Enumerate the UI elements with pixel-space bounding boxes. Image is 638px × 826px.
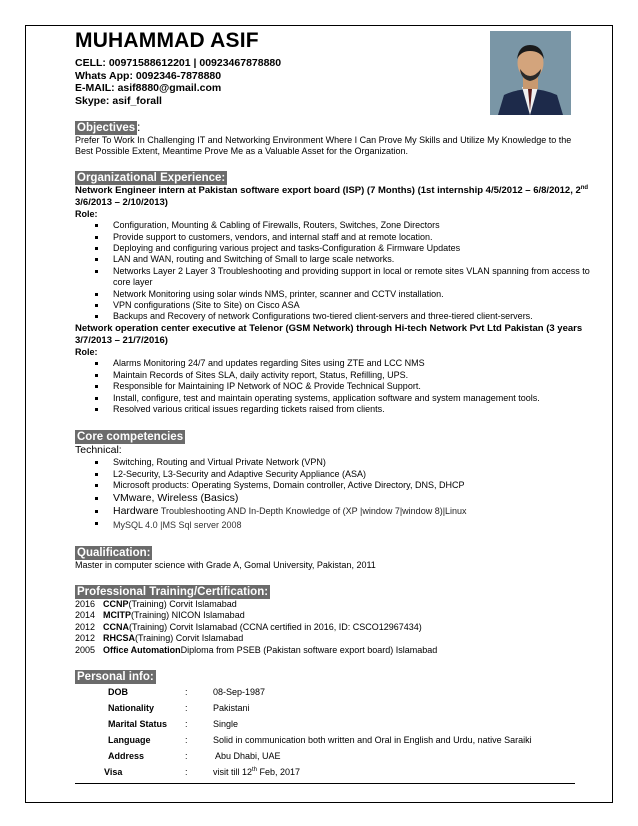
list-item: VMware, Wireless (Basics) [95,492,590,505]
list-item: Deploying and configuring various project and tasks-Configuration & Firmware Updates [95,243,590,254]
training-name: MCITP [103,610,131,621]
pi-value: Single [213,718,239,729]
list-item [75,610,590,621]
competencies-section [75,430,590,444]
visa-value-b: Feb, 2017 [257,766,301,777]
list-item: Maintain Records of Sites SLA, daily activity report, Status, Refilling, UPS. [95,370,590,381]
hardware-label: Hardware [113,504,159,517]
pi-value [213,767,590,777]
job-title-1-a: Network Engineer intern at Pakistan software export board (ISP) (7 Months) (1st internship 4/5/2012 – 6/8/2012, 2 [75,184,581,196]
candidate-name: MUHAMMAD ASIF [75,29,259,52]
pi-label: Language [108,734,151,745]
training-detail: (Training) Corvit Islamabad [128,598,237,609]
experience-heading: Organizational Experience: [77,171,226,184]
list-item: Configuration, Mounting & Cabling of Firewalls, Routers, Switches, Zone Directors [95,220,590,231]
list-item: LAN and WAN, routing and Switching of Small to large scale networks. [95,254,590,265]
resume-content [75,28,590,784]
qualification-heading: Qualification: [77,546,151,559]
personal-heading: Personal info: [77,670,154,683]
list-item [75,599,590,610]
list-item: Responsible for Maintaining IP Network of NOC & Provide Technical Support. [95,381,590,392]
training-detail: Diploma from PSEB (Pakistan software export board) Islamabad [180,644,438,655]
job-1-role-label: Role: [75,208,98,219]
job-2-duties [95,358,590,415]
list-item [75,645,590,656]
table-row [75,764,590,780]
visa-value-sup: th [252,766,258,773]
job-1-duties [95,220,590,323]
list-item: Network Monitoring using solar winds NMS, printer, scanner and CCTV installation. [95,289,590,300]
experience-section [75,171,590,185]
training-name: CCNP [103,598,129,609]
pi-colon: : [185,718,188,729]
training-year: 2005 [75,644,96,655]
list-item: Backups and Recovery of network Configurations two-tiered client-servers and three-tiered client-servers. [95,311,590,322]
cell-phone: CELL: 00971588612201 | 00923467878880 [75,57,282,69]
training-section [75,585,590,599]
list-item: Microsoft products: Operating Systems, Domain controller, Active Directory, DNS, DHCP [95,480,590,491]
list-item: Networks Layer 2 Layer 3 Troubleshooting and providing support in local or remote sites VLAN spanning from access to core layer [95,266,590,289]
objectives-colon: : [137,122,141,134]
personal-info-table [75,684,590,784]
list-item: Install, configure, test and maintain operating systems, application software and system management tools. [95,393,590,404]
list-item: Provide support to customers, vendors, and internal staff and at remote location. [95,232,590,243]
skype: Skype: asif_forall [75,94,162,107]
objectives-heading: Objectives [77,122,136,134]
pi-colon: : [185,766,188,777]
table-row [75,684,590,700]
pi-colon: : [185,686,188,697]
visa-value-a: visit till 12 [213,766,253,777]
training-heading: Professional Training/Certification: [77,585,269,598]
list-item: Alarms Monitoring 24/7 and updates regarding Sites using ZTE and LCC NMS [95,358,590,369]
training-list [75,599,590,656]
objectives-section [75,121,590,135]
training-year: 2012 [75,621,96,632]
competencies-sub: Technical: [75,444,122,457]
job-2-role-label: Role: [75,346,98,357]
list-item: Resolved various critical issues regarding tickets raised from clients. [95,404,590,415]
pi-value: Abu Dhabi, UAE [215,750,281,761]
pi-label: DOB [108,686,128,697]
list-item: MySQL 4.0 |MS Sql server 2008 [95,518,590,532]
pi-value: 08-Sep-1987 [213,686,266,697]
list-item: L2-Security, L3-Security and Adaptive Security Appliance (ASA) [95,469,590,480]
job-title-1 [75,185,590,209]
pi-value: Pakistani [213,702,250,713]
qualification-text: Master in computer science with Grade A, Gomal University, Pakistan, 2011 [75,559,376,570]
pi-label: Visa [104,766,123,777]
email: E-MAIL: asif8880@gmail.com [75,82,222,94]
competencies-heading: Core competencies [77,431,184,444]
list-item [75,622,590,633]
pi-label: Marital Status [108,718,168,729]
pi-colon: : [185,750,188,761]
list-item: Switching, Routing and Virtual Private Network (VPN) [95,457,590,468]
qualification-section [75,546,590,560]
table-row [75,748,590,764]
list-item [75,633,590,644]
training-detail: (Training) Corvit Islamabad (CCNA certified in 2016, ID: CSCO12967434) [129,621,422,632]
whatsapp: Whats App: 0092346-7878880 [75,69,222,82]
pi-colon: : [185,734,188,745]
pi-label: Nationality [108,702,155,713]
table-row [75,716,590,732]
personal-section [75,670,590,684]
competencies-list [95,457,590,531]
job-title-1-b: 3/6/2013 – 2/10/2013) [75,196,168,208]
table-row [75,700,590,716]
training-year: 2016 [75,598,96,609]
job-title-2: Network operation center executive at Telenor (GSM Network) through Hi-tech Network Pvt Ltd Pakistan (3 years 3/7/2013 – 21/7/2016) [75,322,583,346]
training-name: CCNA [103,621,129,632]
hardware-text: Troubleshooting AND In-Depth Knowledge of (XP |window 7|window 8)|Linux [158,505,467,516]
table-bottom-rule [75,783,575,784]
list-item: VPN configurations (Site to Site) on Cisco ASA [95,300,590,311]
training-year: 2014 [75,610,96,621]
training-name: RHCSA [103,633,136,644]
pi-value: Solid in communication both written and Oral in English and Urdu, native Saraiki [213,734,532,745]
training-detail: (Training) Corvit Islamabad [135,633,244,644]
training-detail: (Training) NICON Islamabad [131,610,245,621]
training-year: 2012 [75,633,96,644]
list-item [95,505,590,518]
pi-label: Address [108,750,145,761]
pi-colon: : [185,702,188,713]
training-name: Office Automation [103,644,181,655]
objectives-text: Prefer To Work In Challenging IT and Networking Environment Where I Can Prove My Skills and Utilize My Knowledge to the Best Possible Extent, Meantime Prove Me as a Valuable Asset for the Organization. [75,135,572,157]
job-title-1-sup: nd [580,184,589,191]
table-row [75,732,590,748]
